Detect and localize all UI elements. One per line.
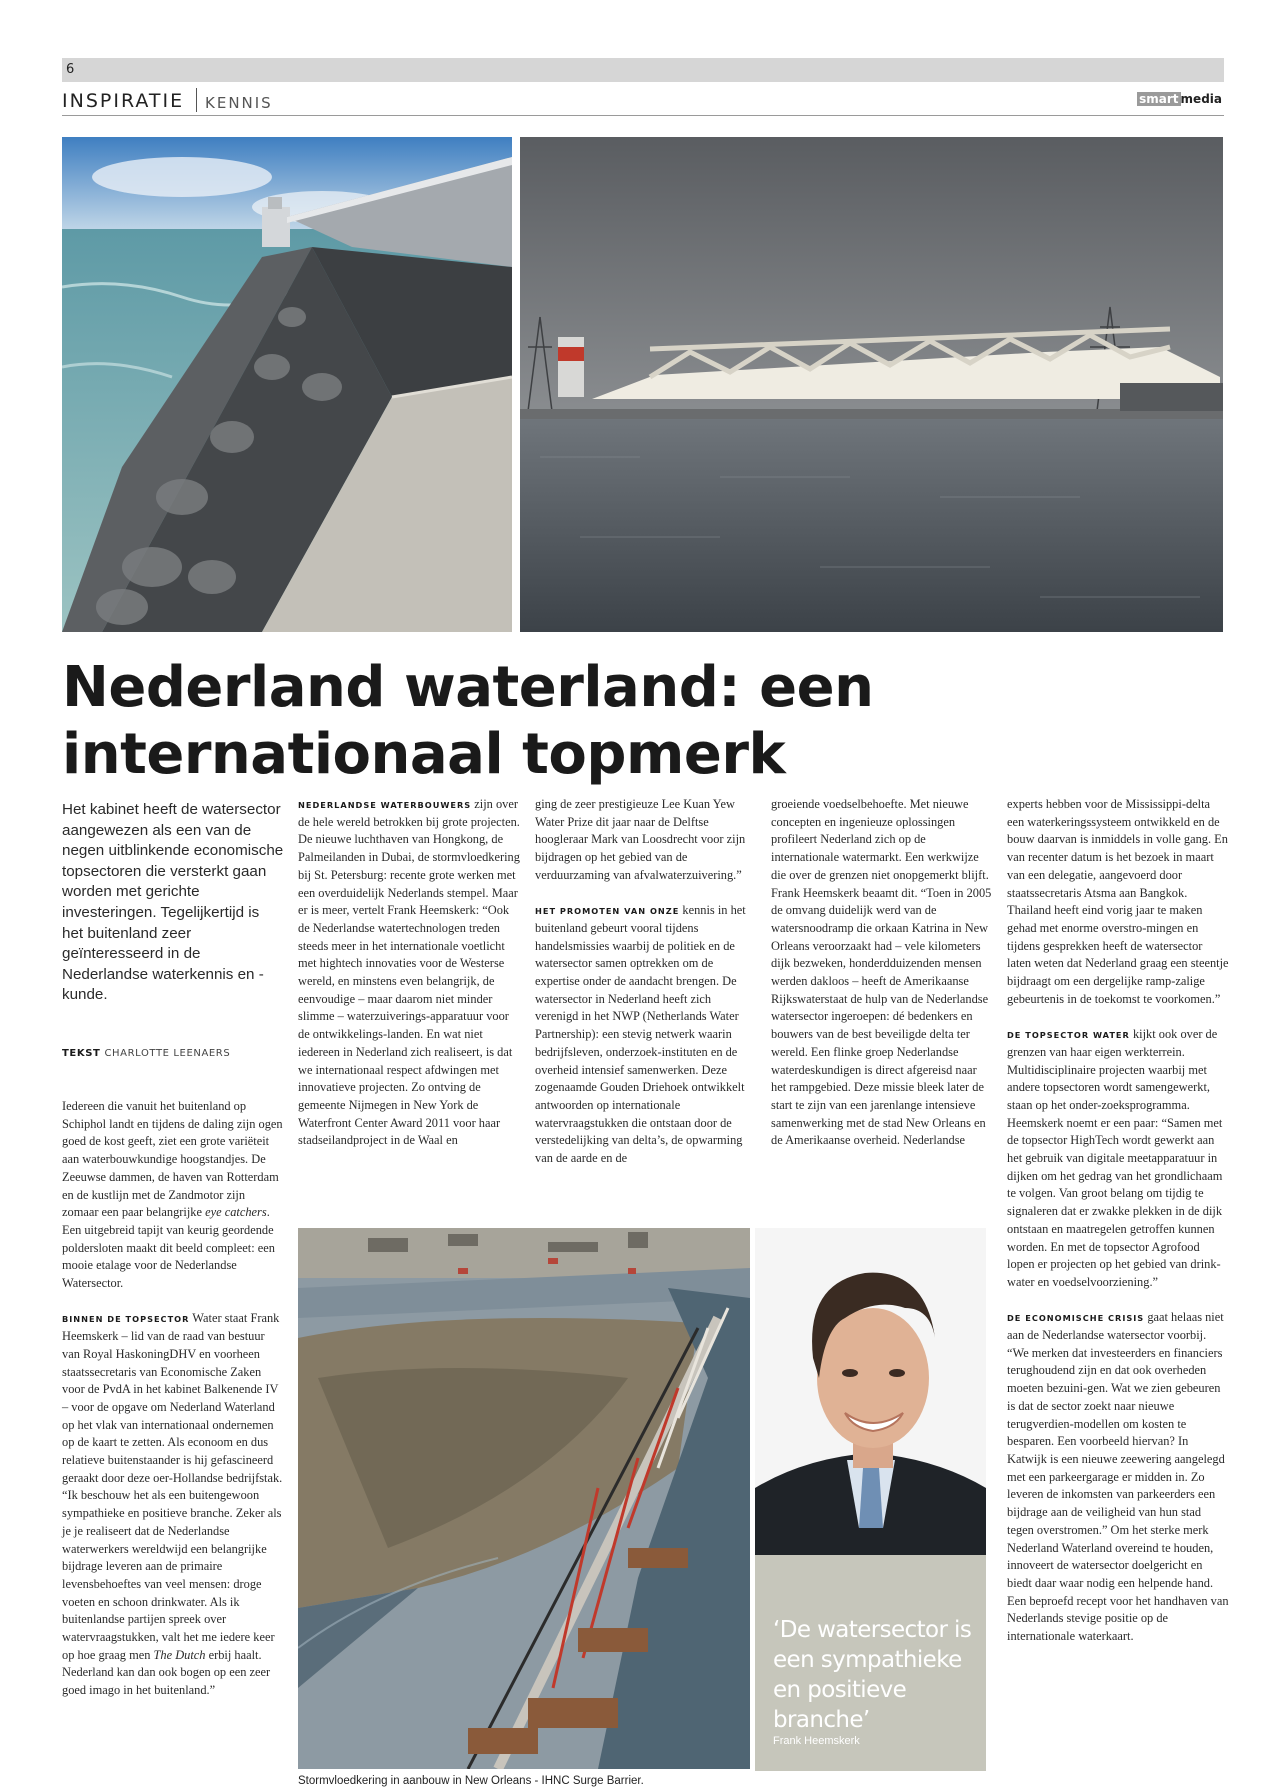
paragraph: BINNEN DE TOPSECTOR Water staat Frank Heemskerk – lid van de raad van bestuur van Royal HaskoningDHV en voorheen staatssecretaris van Economische Zaken voor de PvdA in het kabinet Balkenende IV – voor de opgave om Nederland Waterland op het vlak van internationaal ondernemen op de kaart te zetten. Als econoom en dus relatieve buitenstaander is hij gefascineerd geraakt door deze oer-Hollandse bedrijfstak. “Ik beschouw het als een buitengewoon sympathieke en positieve branche. Zeker als je je realiseert dat de Nederlandse waterwerkers wereldwijd een belangrijke bijdrage leveren aan de primaire levensbehoeftes van veel mensen: droge voeten en schoon drinkwater. Als ik buitenlandse partijen spreek over watervraagstukken, valt het me iedere keer op hoe graag men The Dutch erbij haalt. Nederland kan dan ook bogen op een zeer goed imago in het buitenland.”: [62, 1311, 283, 1698]
headline-line-1: Nederland waterland: een: [62, 655, 874, 720]
paragraph: HET PROMOTEN VAN ONZE kennis in het buitenland gebeurt vooral tijdens handelsmissies waarbij de politiek en de watersector samen optrekken om de expertise onder de aandacht brengen. De watersector in Nederland heeft zich verenigd in het NWP (Netherlands Water Partnership): een stevig netwerk waarin bedrijfsleven, onderzoek-instituten en de overheid intensief samenwerken. Deze zogenaamde Gouden Driehoek ontwikkelt antwoorden op internationale watervraagstukken die ontstaan door de verstedelijking van delta’s, de opwarming van de aarde en de: [535, 903, 746, 1166]
smartmedia-logo: smart media: [1139, 92, 1222, 106]
byline: [62, 1048, 284, 1059]
photo-aerial-construction: [298, 1228, 750, 1769]
photo-storm-barrier: [520, 137, 1223, 632]
paragraph: DE TOPSECTOR WATER kijkt ook over de grenzen van haar eigen werkterrein. Multidisciplinaire projecten waarbij met andere topsectoren wordt samengewerkt, staan op het onder-zoeksprogramma. Heemskerk noemt er een paar: “Samen met de topsector HighTech wordt gewerkt aan het gebruik van digitale meetapparatuur in dijken om het gedrag van het grondlichaam te volgen. Van groot belang om tijdig te signaleren dat er zwakke plekken in de dijk ontstaan en maatregelen getroffen kunnen worden. En met de topsector Agrofood lopen er projecten op het gebied van drink-water en voedselvoorziening.”: [1007, 1027, 1223, 1289]
photo-portrait: [755, 1228, 986, 1555]
section-divider: [196, 88, 197, 112]
article-column-2: [298, 796, 520, 1168]
lead-in: NEDERLANDSE WATERBOUWERS: [298, 800, 472, 810]
article-column-4: [771, 796, 993, 1168]
article-column-3: [535, 796, 757, 1185]
section-title: INSPIRATIE: [62, 90, 185, 112]
pull-quote-box: [755, 1555, 986, 1771]
byline-author: CHARLOTTE LEENAERS: [104, 1048, 231, 1059]
article-intro: Het kabinet heeft de watersector aangewezen als een van de negen uitblinkende economische topsectoren die versterkt gaan worden met gerichte investeringen. Tegelijkertijd is het buitenland zeer geïnteresseerd in de Nederlandse waterkennis en -kunde.: [62, 801, 284, 1004]
lead-in: BINNEN DE TOPSECTOR: [62, 1314, 190, 1325]
paragraph: groeiende voedselbehoefte. Met nieuwe concepten en ingenieuze oplossingen profileert Nederland zich op de internationale watermarkt. Een werkwijze die over de grenzen niet onopgemerkt blijft. Frank Heemskerk beaamt dit. “Toen in 2005 de omvang duidelijk werd van de watersnoodramp die orkaan Katrina in New Orleans veroorzaakt had – vele kilometers dijk bezweken, honderdduizenden mensen werden dakloos – heeft de Amerikaanse Rijkswaterstaat de hulp van de Nederlandse watersector ingeroepen: dé bedenkers en bouwers van de best beveiligde delta ter wereld. Een flinke groep Nederlandse waterdeskundigen is direct afgereisd naar het rampgebied. Deze missie bleek later de start te zijn van een jarenlange intensieve samenwerking met de stad New Orleans en de Amerikaanse overheid. Nederlandse: [771, 797, 992, 1148]
paragraph: NEDERLANDSE WATERBOUWERS zijn over de hele wereld betrokken bij grote projecten. De nieuwe luchthaven van Hongkong, de Palmeilanden in Dubai, de stormvloedkering bij St. Petersburg: recente grote werken met een overduidelijk Nederlands stempel. Maar er is meer, vertelt Frank Heemskerk: “Ook de Nederlandse watertechnologen treden steeds meer in het internationale voetlicht met hightech innovaties voor de Westerse wereld, en minstens even belangrijk, de eenvoudige – maar daarom niet minder slimme – waterzuiverings-apparatuur voor de ontwikkelings-landen. En wat niet iedereen in Nederland zich realiseert, is dat we internationaal respect afdwingen met innovatieve projecten. Zo ontving de gemeente Nijmegen in New York de Waterfront Center Award 2011 voor haar stadseilandproject in de Waal en: [298, 797, 520, 1148]
page-number: 6: [66, 62, 75, 77]
paragraph: ging de zeer prestigieuze Lee Kuan Yew Water Prize dit jaar naar de Delftse hoogleraar Mark van Loosdrecht voor zijn bijdragen op het gebied van de verduurzaming van afvalwaterzuivering.”: [535, 797, 746, 882]
photo-caption: Stormvloedkering in aanbouw in New Orleans - IHNC Surge Barrier.: [298, 1775, 644, 1787]
section-subtitle: KENNIS: [205, 94, 273, 112]
lead-in: DE ECONOMISCHE CRISIS: [1007, 1313, 1145, 1324]
lead-in: HET PROMOTEN VAN ONZE: [535, 906, 680, 917]
paragraph: Iedereen die vanuit het buitenland op Schiphol landt en tijdens de daling zijn ogen goed de kost geeft, ziet een grote variëteit aan waterbouwkundige hoogstandjes. De Zeeuwse dammen, de haven van Rotterdam en de kustlijn met de Zandmotor zijn zomaar een paar belangrijke eye catchers. Een uitgebreid tapijt van keurig geordende poldersloten maakt dit beeld compleet: een mooie etalage voor de Nederlandse Watersector.: [62, 1099, 283, 1291]
pull-quote-author: Frank Heemskerk: [773, 1735, 860, 1747]
paragraph: DE ECONOMISCHE CRISIS gaat helaas niet aan de Nederlandse watersector voorbij. “We merken dat investeerders en financiers terughoudend zijn en dat ook overheden moeten bezuini-gen. Wat we zien gebeuren is dat de sector zoekt naar nieuwe terugverdien-modellen om kosten te besparen. Een voorbeeld hiervan? In Katwijk is een nieuwe zeewering aangelegd met een parkeergarage er midden in. Zo leveren de inkomsten van parkeerders een bijdrage aan de veiligheid van hun stad tegen overstromen.” Om het sterke merk Nederland Waterland overeind te houden, innoveert de watersector doelgericht en biedt daar waar nodig een helpende hand. Een beproefd recept voor het handhaven van Nederlands stevige positie op de internationale waterkaart.: [1007, 1310, 1229, 1644]
pull-quote: ‘De watersector is een sympathieke en positieve branche’: [773, 1617, 972, 1733]
paragraph: experts hebben voor de Mississippi-delta een waterkeringssysteem ontwikkeld en de bouw daarvan is inmiddels in volle gang. En van recenter datum is het bezoek in maart van een delegatie, aangevoerd door staatssecretaris Atsma aan Bangkok. Thailand heeft eind vorig jaar te maken gehad met enorme overstro-mingen en tijdens gesprekken heeft de watersector laten weten dat Nederland graag een steentje bijdraagt om een dergelijke ramp-zalige gebeurtenis in de toekomst te voorkomen.”: [1007, 797, 1229, 1006]
headline-line-2: internationaal topmerk: [62, 722, 786, 787]
lead-in: DE TOPSECTOR WATER: [1007, 1030, 1130, 1041]
header-bar: [62, 58, 1224, 82]
section-header: [62, 88, 1224, 116]
photo-breakwater: [62, 137, 512, 632]
byline-label: TEKST: [62, 1048, 101, 1059]
article-headline: [62, 654, 1162, 788]
article-column-1: [62, 1098, 284, 1718]
article-column-5: [1007, 796, 1229, 1663]
